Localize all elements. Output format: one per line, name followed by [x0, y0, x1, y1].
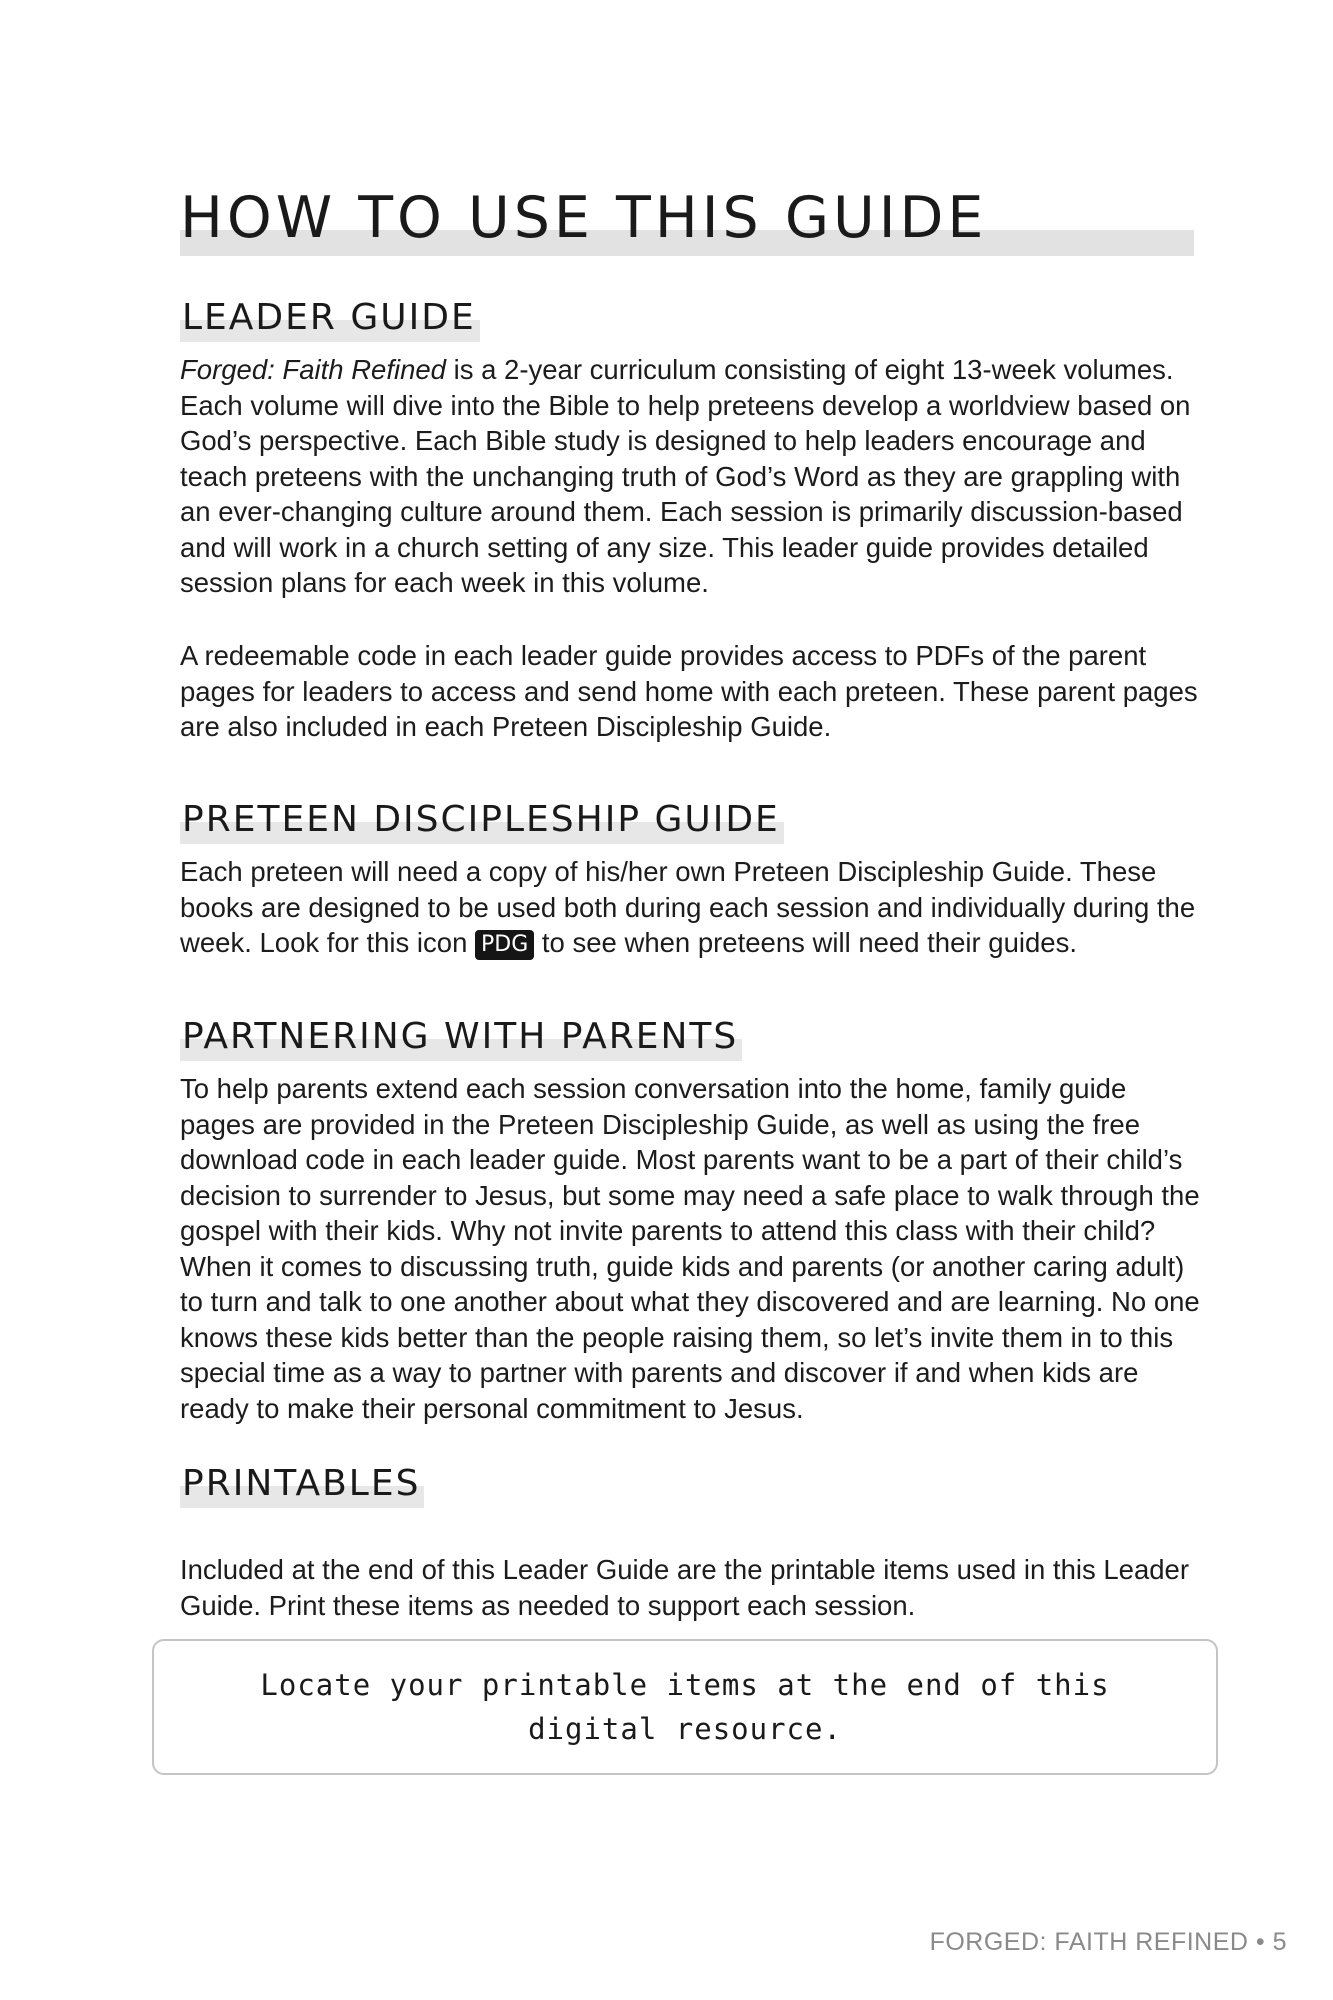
- pdg-icon: PDG: [475, 930, 534, 960]
- leader-guide-paragraph-2: A redeemable code in each leader guide provides access to PDFs of the parent pages for leaders to access and send home with each preteen. These parent pages are also included in each Preteen Discipleship Guide.: [180, 640, 1198, 742]
- preteen-guide-text-end: to see when preteens will need their guides.: [534, 927, 1077, 958]
- preteen-guide-paragraph: [180, 854, 1205, 961]
- printables-paragraph: Included at the end of this Leader Guide are the printable items used in this Leader Guide. Print these items as needed to support each session.: [180, 1554, 1189, 1621]
- preteen-guide-text-start: Each preteen will need a copy of his/her own Preteen Discipleship Guide. These books are designed to be used both during each session and individually during the week. Look for this icon: [180, 856, 1196, 958]
- heading-leader-guide: LEADER GUIDE: [180, 300, 480, 342]
- printables-callout-text: Locate your printable items at the end of this digital resource.: [260, 1668, 1110, 1746]
- parents-paragraph: To help parents extend each session conversation into the home, family guide pages are provided in the Preteen Discipleship Guide, as well as using the free download code in each leader guide. Most parents want to be a part of their child’s decision to surrender to Jesus, but some may need a safe place to walk through the gospel with their kids. Why not invite parents to attend this class with their child? When it comes to discussing truth, guide kids and parents (or another caring adult) to turn and talk to one another about what they discovered and are learning. No one knows these kids better than the people raising them, so let’s invite them in to this special time as a way to partner with parents and discover if and when kids are ready to make their personal commitment to Jesus.: [180, 1073, 1200, 1424]
- heading-partnering-with-parents: PARTNERING WITH PARENTS: [180, 1019, 742, 1061]
- leader-guide-paragraph-1-text: is a 2-year curriculum consisting of eight 13-week volumes. Each volume will dive into the Bible to help preteens develop a worldview based on God’s perspective. Each Bible study is designed to help leaders encourage and teach preteens with the unchanging truth of God’s Word as they are grappling with an ever-changing culture around them. Each session is primarily discussion-based and will work in a church setting of any size. This leader guide provides detailed session plans for each week in this volume.: [180, 354, 1191, 598]
- page-title: HOW TO USE THIS GUIDE: [180, 185, 988, 251]
- heading-printables: PRINTABLES: [180, 1466, 424, 1508]
- page-footer: FORGED: FAITH REFINED • 5: [929, 1928, 1287, 1956]
- printables-callout-box: [152, 1639, 1218, 1775]
- heading-preteen-discipleship-guide: PRETEEN DISCIPLESHIP GUIDE: [180, 802, 784, 844]
- curriculum-title: Forged: Faith Refined: [180, 354, 446, 385]
- leader-guide-paragraph-1: [180, 352, 1205, 601]
